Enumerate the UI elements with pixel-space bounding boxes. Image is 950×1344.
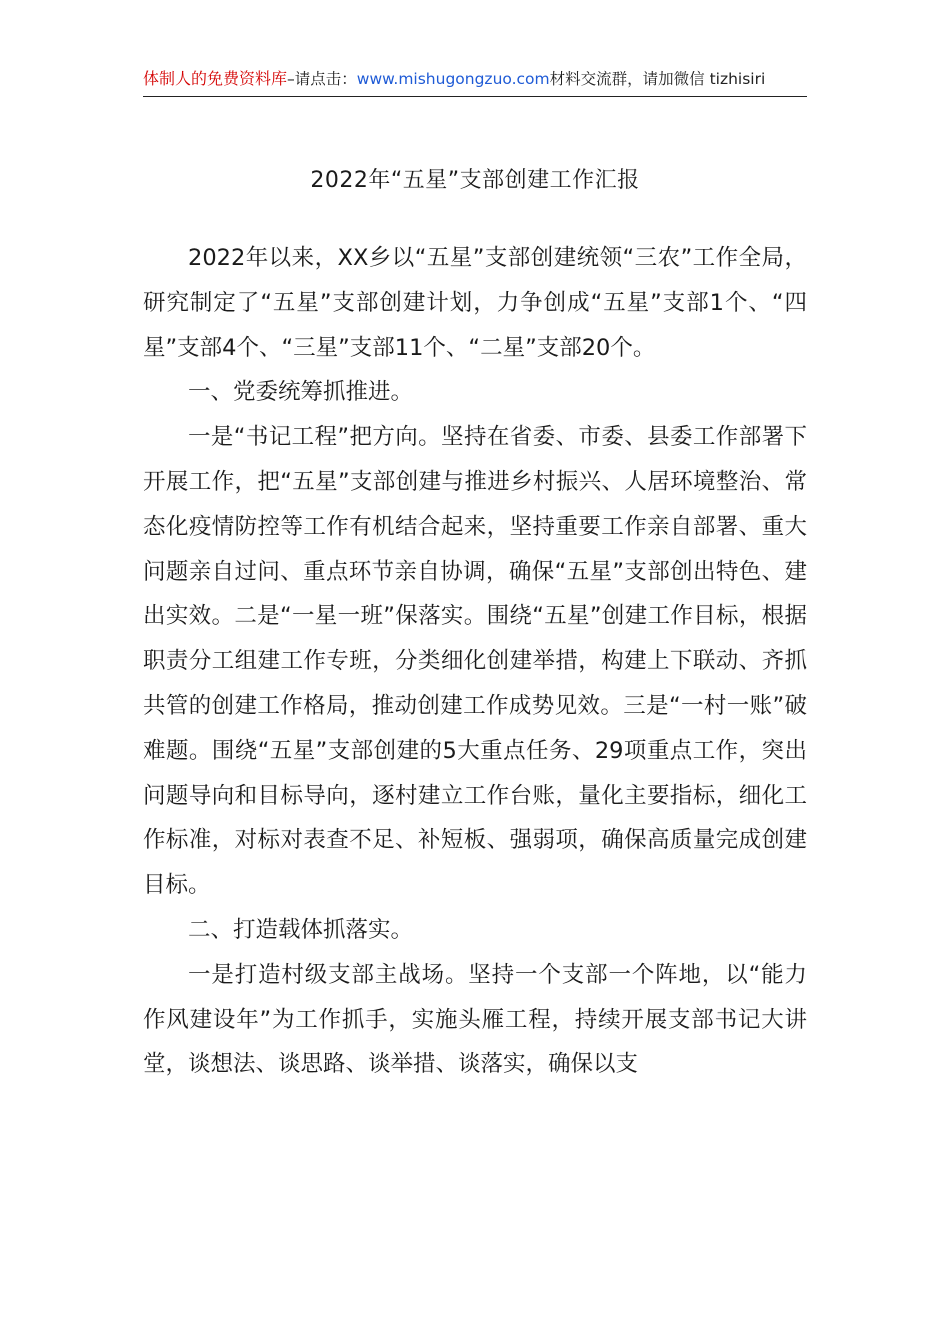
paragraph-intro: 2022年以来，XX乡以“五星”支部创建统领“三农”工作全局，研究制定了“五星”支部创建计划，力争创成“五星”支部1个、“四星”支部4个、“三星”支部11个、“二星”支部20个。 <box>143 245 807 361</box>
header-brand: 体制人的免费资料库 <box>143 69 288 88</box>
page-header <box>143 66 807 97</box>
section-heading-2: 二、打造载体抓落实。 <box>188 916 414 943</box>
header-contact: 材料交流群，请加微信 tizhisiri <box>549 70 766 88</box>
document-title: 2022年“五星”支部创建工作汇报 <box>310 168 640 193</box>
header-url-link[interactable]: www.mishugongzuo.com <box>356 70 550 88</box>
paragraph-section-1: 一是“书记工程”把方向。坚持在省委、市委、县委工作部署下开展工作，把“五星”支部创建与推进乡村振兴、人居环境整治、常态化疫情防控等工作有机结合起来，坚持重要工作亲自部署、重大问题亲自过问、重点环节亲自协调，确保“五星”支部创出特色、建出实效。二是“一星一班”保落实。围绕“五星”创建工作目标，根据职责分工组建工作专班，分类细化创建举措，构建上下联动、齐抓共管的创建工作格局，推动创建工作成势见效。三是“一村一账”破难题。围绕“五星”支部创建的5大重点任务、29项重点工作，突出问题导向和目标导向，逐村建立工作台账，量化主要指标，细化工作标准，对标对表查不足、补短板、强弱项，确保高质量完成创建目标。 <box>143 424 807 899</box>
section-heading-1: 一、党委统筹抓推进。 <box>188 379 414 406</box>
paragraph-section-2: 一是打造村级支部主战场。坚持一个支部一个阵地，以“能力作风建设年”为工作抓手，实施头雁工程，持续开展支部书记大讲堂，谈想法、谈思路、谈举措、谈落实，确保以支 <box>143 961 807 1078</box>
document-body <box>143 236 807 1087</box>
header-separator: –请点击： <box>287 70 357 88</box>
